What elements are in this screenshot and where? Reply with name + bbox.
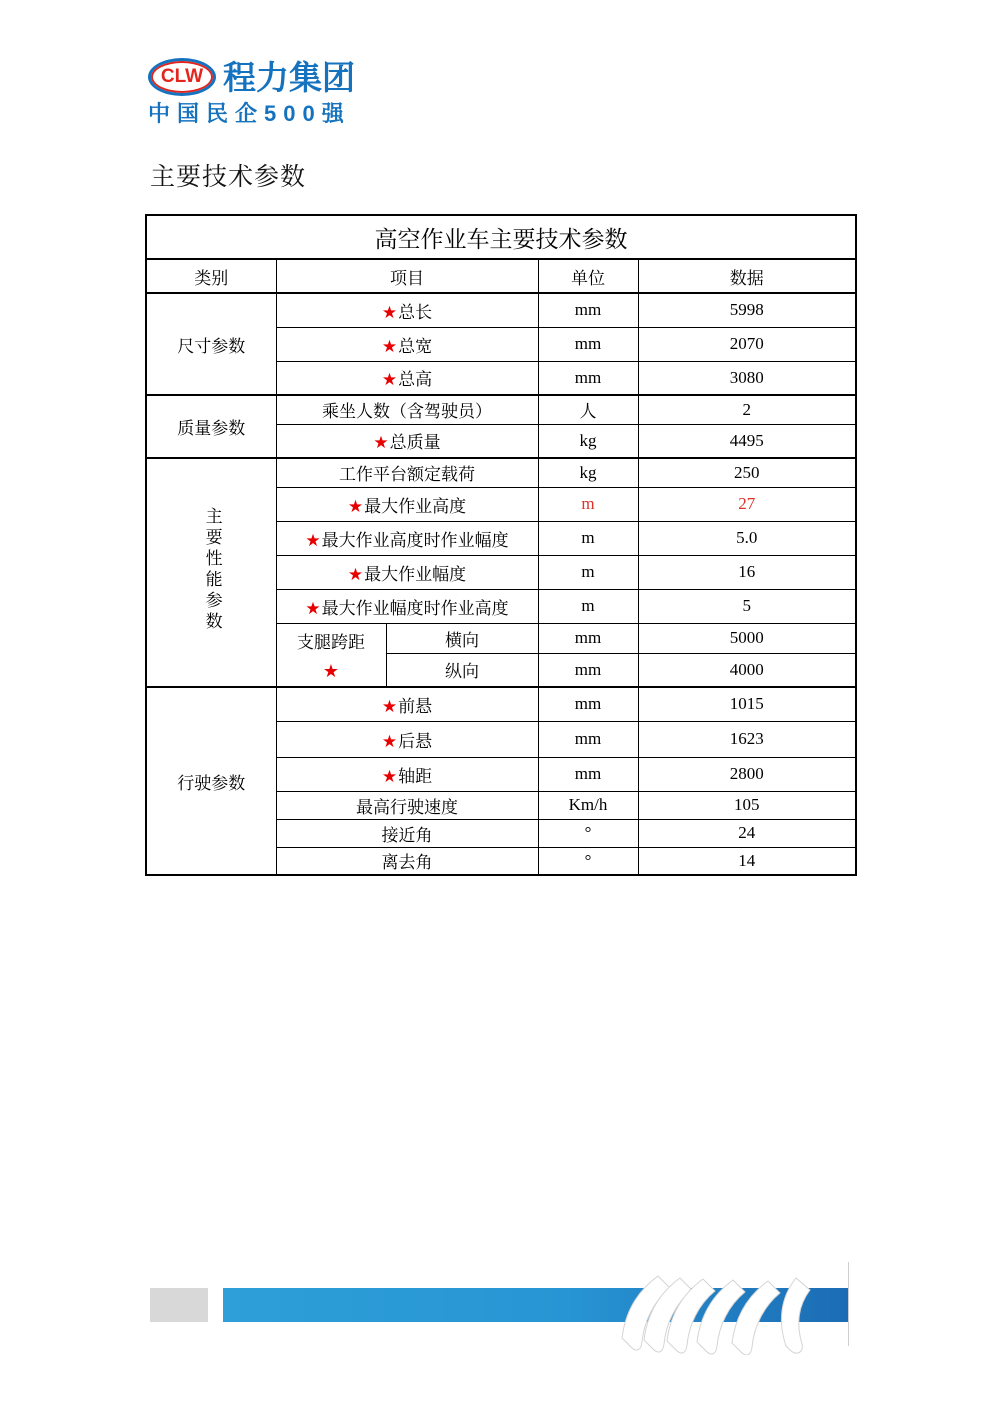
star-icon: ★: [347, 564, 364, 584]
page-title: 主要技术参数: [150, 163, 307, 191]
star-icon: ★: [381, 302, 398, 322]
item-label: 后悬: [398, 731, 433, 751]
category-label-vertical: 主要性能参数: [202, 507, 222, 633]
cell-value: 27: [638, 487, 856, 521]
cell-value: 14: [638, 847, 856, 875]
star-icon: ★: [305, 598, 321, 618]
cell-item: [276, 487, 538, 521]
star-icon: ★: [305, 530, 321, 550]
cell-value: 16: [638, 555, 856, 589]
cell-item: 最高行驶速度: [276, 791, 538, 819]
cell-value: 2: [638, 395, 856, 424]
cell-unit: mm: [538, 721, 638, 757]
table-row: [146, 395, 856, 424]
table-row: [146, 458, 856, 487]
company-tagline: 中国民企500强: [148, 101, 351, 126]
table-row: [146, 687, 856, 721]
spec-table: [145, 214, 857, 876]
cell-item: [276, 687, 538, 721]
header-category: 类别: [146, 259, 276, 293]
star-icon: ★: [381, 766, 398, 786]
cell-unit: m: [538, 555, 638, 589]
cell-unit: °: [538, 819, 638, 847]
cell-unit: °: [538, 847, 638, 875]
cell-item: [276, 589, 538, 623]
cell-value: 1015: [638, 687, 856, 721]
cell-unit: mm: [538, 623, 638, 653]
cell-value: 1623: [638, 721, 856, 757]
cell-category: [146, 458, 276, 687]
cell-unit: mm: [538, 327, 638, 361]
header-value: 数据: [638, 259, 856, 293]
cell-value: 5.0: [638, 521, 856, 555]
item-label: 总质量: [389, 433, 441, 453]
cell-item: [276, 293, 538, 327]
item-label: 最大作业幅度时作业高度: [321, 598, 509, 618]
group-label: 支腿跨距: [297, 632, 365, 652]
cell-unit: m: [538, 521, 638, 555]
star-icon: ★: [373, 433, 389, 453]
star-icon: ★: [381, 696, 398, 716]
cell-unit: 人: [538, 395, 638, 424]
cell-item: [276, 521, 538, 555]
cell-item: 横向: [386, 623, 538, 653]
company-logo: [148, 58, 355, 125]
cell-unit: mm: [538, 687, 638, 721]
cell-unit: m: [538, 487, 638, 521]
table-row: [146, 293, 856, 327]
table-title-row: [146, 215, 856, 259]
cell-value: 4000: [638, 653, 856, 687]
cell-item: [276, 555, 538, 589]
cell-value: 5998: [638, 293, 856, 327]
star-icon: ★: [381, 336, 398, 356]
item-label: 总长: [398, 302, 433, 322]
cell-value: 105: [638, 791, 856, 819]
table-title: 高空作业车主要技术参数: [146, 215, 856, 259]
cell-item: 乘坐人数（含驾驶员）: [276, 395, 538, 424]
header-unit: 单位: [538, 259, 638, 293]
cell-unit: kg: [538, 424, 638, 458]
cell-item: [276, 327, 538, 361]
cell-item: [276, 721, 538, 757]
footer-gray-block: [150, 1288, 208, 1322]
cell-item: 离去角: [276, 847, 538, 875]
cell-item: [276, 424, 538, 458]
cell-value: 2070: [638, 327, 856, 361]
cell-category: 尺寸参数: [146, 293, 276, 395]
cell-unit: mm: [538, 757, 638, 791]
cell-unit: mm: [538, 293, 638, 327]
cell-value: 3080: [638, 361, 856, 395]
star-icon: ★: [381, 731, 398, 751]
cell-value: 250: [638, 458, 856, 487]
item-label: 总宽: [398, 336, 433, 356]
cell-item-group: [276, 623, 386, 687]
item-label: 最大作业高度: [364, 496, 467, 516]
star-icon: ★: [322, 660, 340, 681]
header-item: 项目: [276, 259, 538, 293]
cell-value: 5000: [638, 623, 856, 653]
item-label: 轴距: [398, 766, 433, 786]
cell-unit: m: [538, 589, 638, 623]
cell-category: 行驶参数: [146, 687, 276, 875]
cell-item: [276, 361, 538, 395]
cell-item: 接近角: [276, 819, 538, 847]
cell-item: 工作平台额定载荷: [276, 458, 538, 487]
cell-value: 2800: [638, 757, 856, 791]
item-label: 最大作业幅度: [364, 564, 467, 584]
cell-value: 24: [638, 819, 856, 847]
cell-item: [276, 757, 538, 791]
cell-category: 质量参数: [146, 395, 276, 458]
item-label: 总高: [398, 370, 433, 390]
cell-unit: kg: [538, 458, 638, 487]
footer-ribbon-decoration: [608, 1250, 858, 1355]
company-name: 程力集团: [223, 58, 355, 96]
cell-value: 5: [638, 589, 856, 623]
clw-logo-icon: CLW: [148, 58, 216, 96]
star-icon: ★: [381, 370, 398, 390]
cell-unit: mm: [538, 653, 638, 687]
cell-unit: Km/h: [538, 791, 638, 819]
item-label: 最大作业高度时作业幅度: [321, 530, 509, 550]
cell-unit: mm: [538, 361, 638, 395]
cell-value: 4495: [638, 424, 856, 458]
cell-item: 纵向: [386, 653, 538, 687]
item-label: 前悬: [398, 696, 433, 716]
table-header-row: [146, 259, 856, 293]
star-icon: ★: [347, 496, 364, 516]
